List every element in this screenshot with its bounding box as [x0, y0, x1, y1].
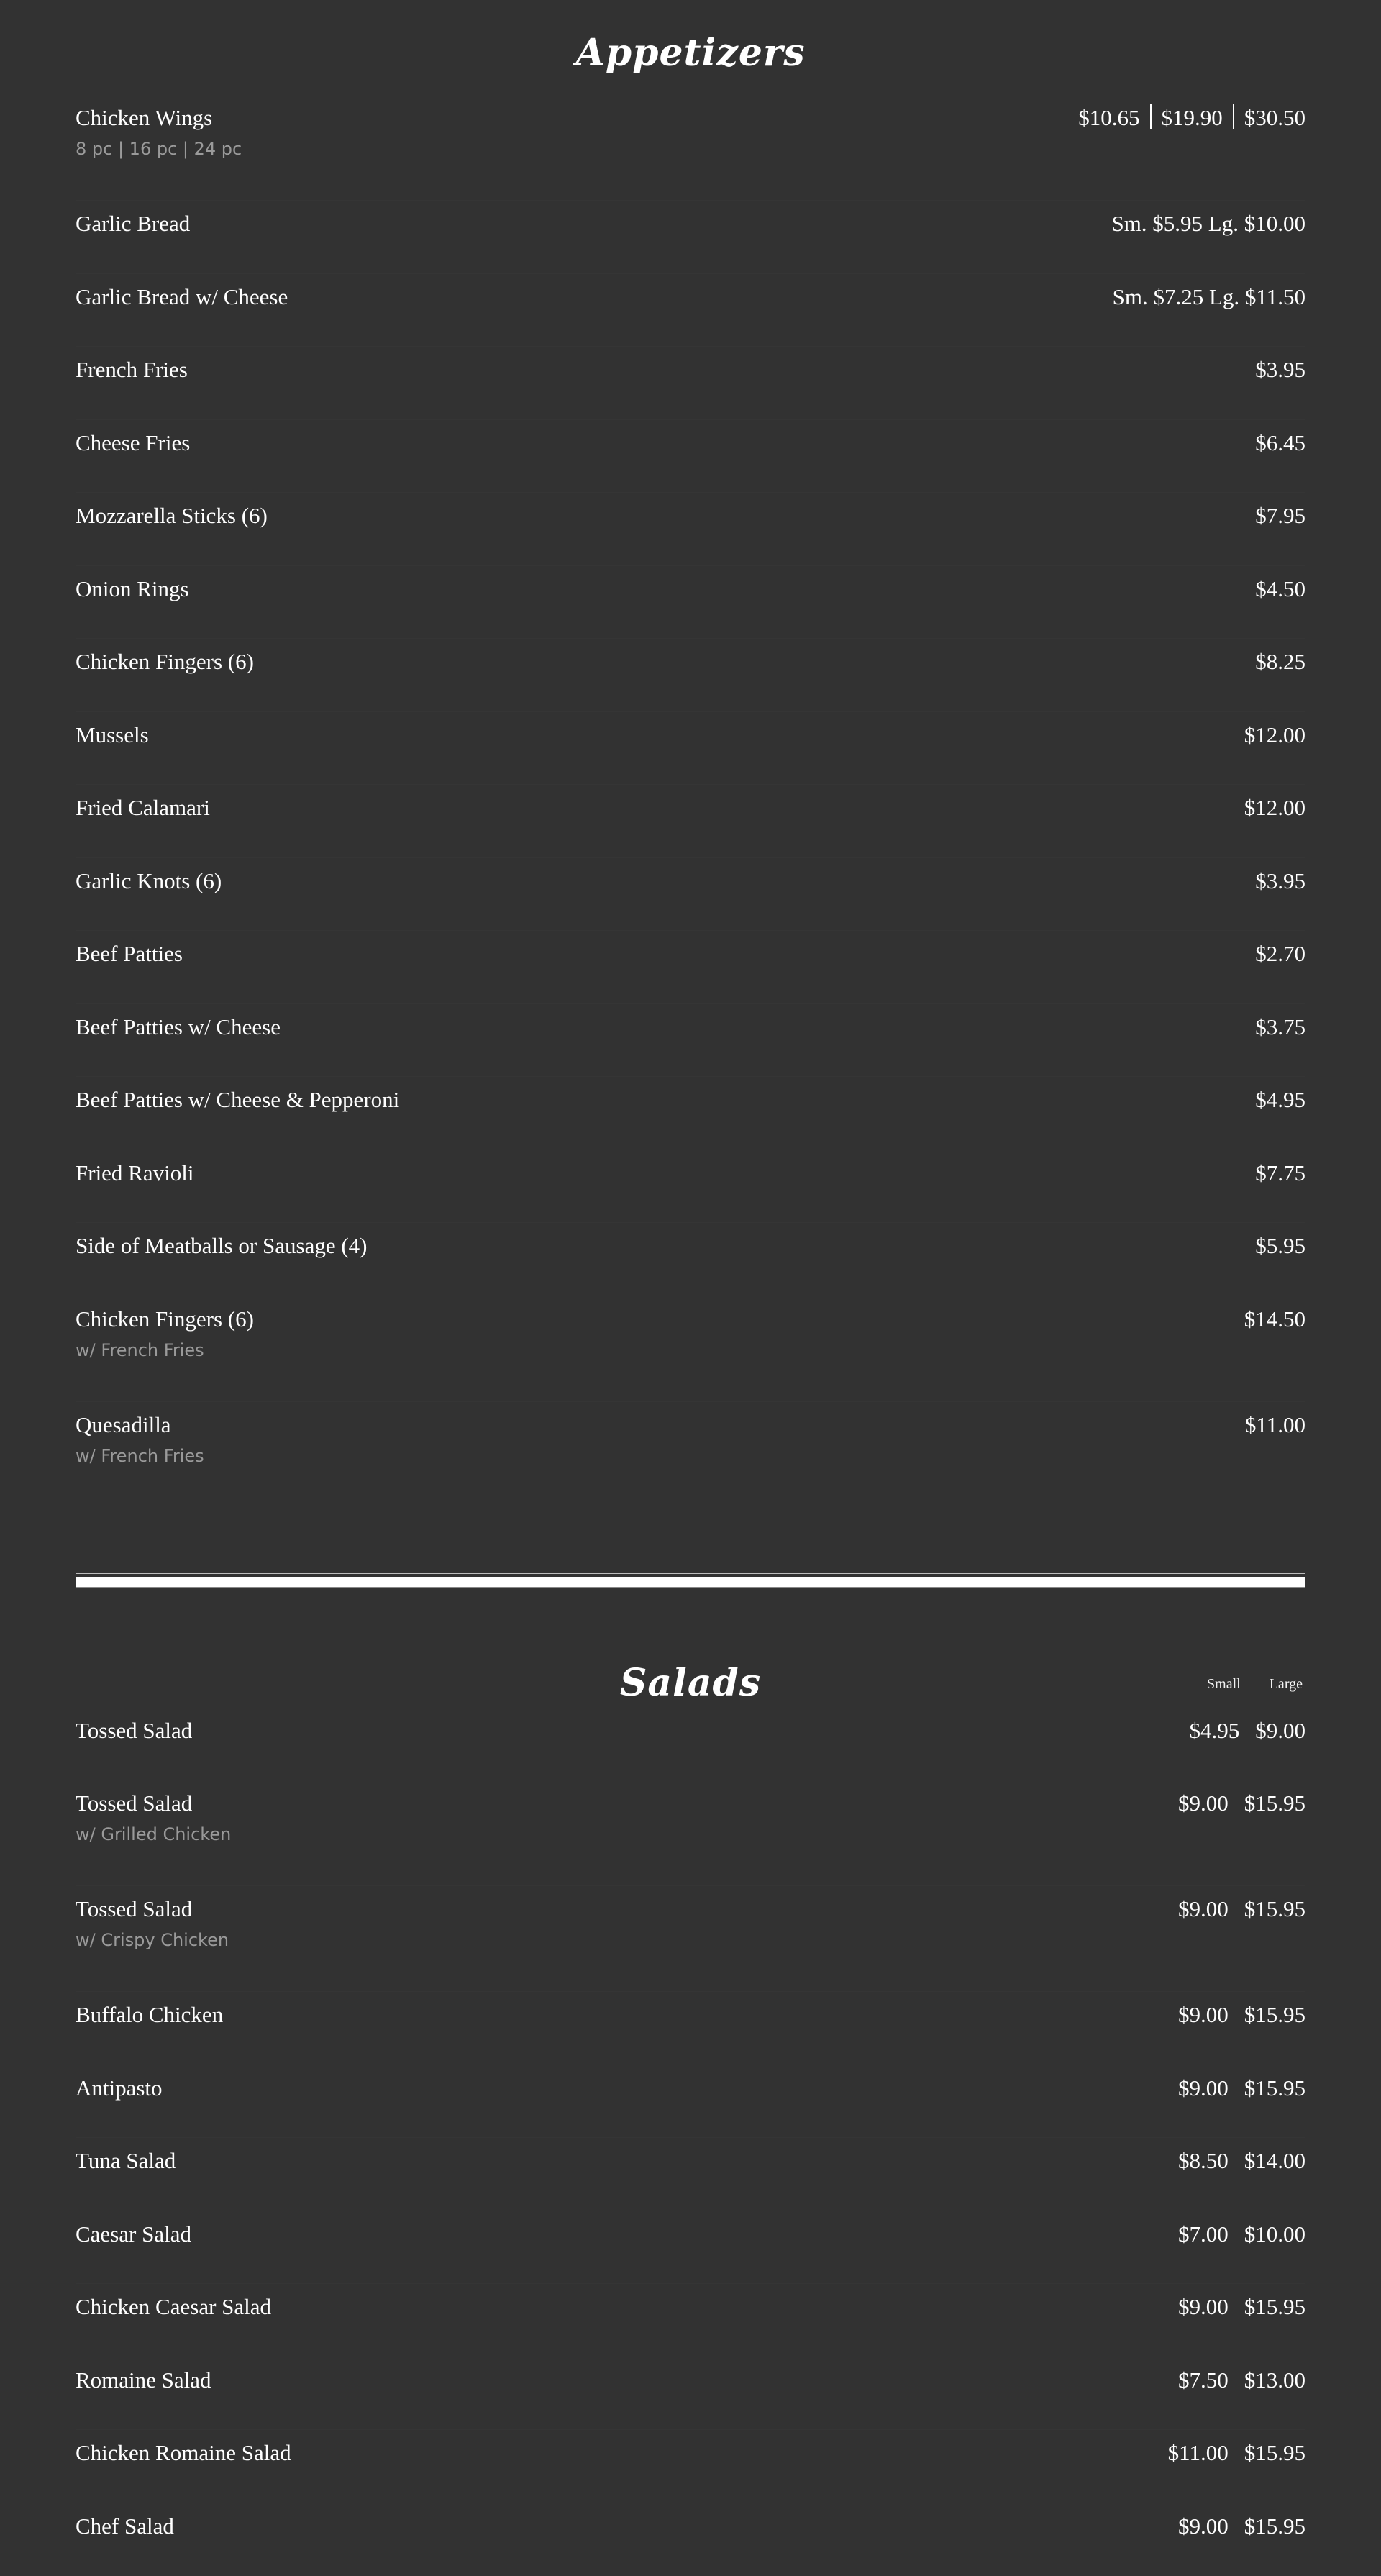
item-name: French Fries	[76, 355, 188, 384]
item-price: $3.95	[1255, 867, 1305, 896]
menu-item	[76, 2284, 1305, 2357]
price-option: $30.50	[1244, 105, 1305, 130]
item-description: w/ French Fries	[76, 1339, 254, 1361]
item-info	[76, 209, 190, 238]
item-price: $7.75	[1255, 1159, 1305, 1188]
menu-item	[76, 1150, 1305, 1224]
item-name: Garlic Bread	[76, 209, 190, 238]
item-info	[76, 1895, 229, 1951]
menu-item	[76, 785, 1305, 858]
item-prices	[1178, 2293, 1305, 2321]
menu-item	[76, 201, 1305, 274]
size-label-small: Small	[1207, 1676, 1241, 1693]
item-description: w/ Grilled Chicken	[76, 1824, 231, 1845]
price-large: $9.00	[1255, 1716, 1305, 1745]
item-price: $12.00	[1244, 793, 1305, 822]
item-name: Fried Ravioli	[76, 1159, 193, 1188]
item-price: $6.45	[1255, 429, 1305, 458]
item-name: Romaine Salad	[76, 2366, 211, 2395]
menu-item	[76, 858, 1305, 932]
item-info	[76, 2439, 291, 2467]
menu-item	[76, 1402, 1305, 1508]
item-name: Caesar Salad	[76, 2220, 191, 2249]
item-name: Chicken Wings	[76, 104, 242, 132]
appetizers-section	[76, 0, 1305, 1508]
price-option: $10.65	[1078, 105, 1139, 130]
item-name: Chef Salad	[76, 2512, 174, 2541]
item-description: w/ Crispy Chicken	[76, 1929, 229, 1951]
item-name: Tossed Salad	[76, 1716, 192, 1745]
menu-item	[76, 2138, 1305, 2211]
item-name: Beef Patties	[76, 939, 183, 968]
item-info	[76, 501, 268, 530]
item-price: $4.95	[1255, 1086, 1305, 1114]
price-large: $15.95	[1244, 2439, 1305, 2467]
item-name: Garlic Knots (6)	[76, 867, 222, 896]
divider-thick-bar	[76, 1577, 1305, 1588]
item-name: Mussels	[76, 721, 149, 750]
menu-item	[76, 2430, 1305, 2503]
item-info	[76, 355, 188, 384]
item-name: Buffalo Chicken	[76, 2001, 223, 2029]
menu-item	[76, 1886, 1305, 1992]
item-info	[76, 939, 183, 968]
item-info	[76, 2293, 271, 2321]
salads-section	[76, 1588, 1305, 2576]
price-large: $10.00	[1244, 2220, 1305, 2249]
price-small: $9.00	[1178, 1789, 1229, 1818]
price-small: $8.50	[1178, 2147, 1229, 2175]
menu-item	[76, 95, 1305, 201]
item-name: Fried Calamari	[76, 793, 210, 822]
item-price: Sm. $7.25 Lg. $11.50	[1113, 283, 1305, 311]
menu-item	[76, 2211, 1305, 2285]
item-price: Sm. $5.95 Lg. $10.00	[1111, 209, 1305, 238]
item-price: $11.00	[1245, 1411, 1305, 1439]
item-name: Mozzarella Sticks (6)	[76, 501, 268, 530]
item-name: Onion Rings	[76, 575, 189, 604]
item-name: Side of Meatballs or Sausage (4)	[76, 1232, 367, 1260]
appetizers-title: Appetizers	[76, 0, 1305, 76]
item-info	[76, 1159, 193, 1188]
item-name: Chicken Fingers (6)	[76, 1305, 254, 1334]
item-price: $5.95	[1255, 1232, 1305, 1260]
salads-header	[76, 1588, 1305, 1708]
item-price: $8.25	[1255, 647, 1305, 676]
price-small: $4.95	[1190, 1716, 1240, 1745]
menu-item	[76, 1223, 1305, 1296]
item-prices	[1178, 2512, 1305, 2541]
menu-item	[76, 712, 1305, 786]
menu-item	[76, 2065, 1305, 2139]
item-info	[76, 2220, 191, 2249]
menu-item	[76, 1004, 1305, 1078]
menu-item	[76, 1077, 1305, 1150]
item-prices	[1178, 2220, 1305, 2249]
item-description: w/ French Fries	[76, 1445, 204, 1467]
item-description: 8 pc | 16 pc | 24 pc	[76, 138, 242, 160]
item-prices	[1178, 1789, 1305, 1818]
menu-item	[76, 1780, 1305, 1886]
item-name: Cheese Fries	[76, 429, 190, 458]
item-name: Chicken Romaine Salad	[76, 2439, 291, 2467]
price-small: $7.50	[1178, 2366, 1229, 2395]
item-info	[76, 793, 210, 822]
item-name: Quesadilla	[76, 1411, 204, 1439]
price-small: $7.00	[1178, 2220, 1229, 2249]
item-name: Chicken Caesar Salad	[76, 2293, 271, 2321]
item-price: $3.75	[1255, 1013, 1305, 1042]
price-separator	[1150, 104, 1152, 129]
price-large: $14.00	[1244, 2147, 1305, 2175]
item-info	[76, 1086, 399, 1114]
item-price: $3.95	[1255, 355, 1305, 384]
item-name: Beef Patties w/ Cheese & Pepperoni	[76, 1086, 399, 1114]
menu-item	[76, 566, 1305, 640]
item-prices	[1178, 1895, 1305, 1924]
item-info	[76, 429, 190, 458]
item-info	[76, 104, 242, 160]
price-large: $15.95	[1244, 2001, 1305, 2029]
price-large: $15.95	[1244, 1895, 1305, 1924]
item-name: Tossed Salad	[76, 1789, 231, 1818]
menu-item	[76, 1296, 1305, 1402]
menu-item	[76, 420, 1305, 493]
item-info	[76, 2512, 174, 2541]
item-prices	[1178, 2366, 1305, 2395]
item-info	[76, 575, 189, 604]
price-option: $19.90	[1162, 105, 1223, 130]
item-prices	[1178, 2147, 1305, 2175]
item-price: $14.50	[1244, 1305, 1305, 1334]
price-large: $15.95	[1244, 1789, 1305, 1818]
item-info	[76, 2366, 211, 2395]
price-small: $9.00	[1178, 1895, 1229, 1924]
menu-item	[76, 639, 1305, 712]
item-prices	[1190, 1716, 1306, 1745]
item-name: Tossed Salad	[76, 1895, 229, 1924]
item-info	[76, 721, 149, 750]
item-price: $12.00	[1244, 721, 1305, 750]
item-name: Chicken Fingers (6)	[76, 647, 254, 676]
item-info	[76, 1716, 192, 1745]
price-small: $9.00	[1178, 2293, 1229, 2321]
menu-item	[76, 493, 1305, 566]
item-prices	[1168, 2439, 1305, 2467]
item-info	[76, 1232, 367, 1260]
price-small: $9.00	[1178, 2001, 1229, 2029]
salads-title: Salads	[76, 1665, 1305, 1702]
item-info	[76, 867, 222, 896]
item-info	[76, 2074, 163, 2103]
item-prices	[1178, 2001, 1305, 2029]
price-small: $9.00	[1178, 2074, 1229, 2103]
price-separator	[1233, 104, 1234, 129]
price-small: $9.00	[1178, 2512, 1229, 2541]
size-labels	[1207, 1676, 1303, 1693]
item-info	[76, 2001, 223, 2029]
item-price	[1078, 104, 1305, 132]
price-small: $11.00	[1168, 2439, 1229, 2467]
item-price: $7.95	[1255, 501, 1305, 530]
menu-item	[76, 2357, 1305, 2431]
price-large: $15.95	[1244, 2512, 1305, 2541]
salads-list	[76, 1708, 1305, 2576]
price-large: $15.95	[1244, 2074, 1305, 2103]
item-price: $2.70	[1255, 939, 1305, 968]
item-info	[76, 1013, 281, 1042]
appetizers-list	[76, 95, 1305, 1508]
item-info	[76, 1411, 204, 1467]
item-name: Beef Patties w/ Cheese	[76, 1013, 281, 1042]
item-name: Tuna Salad	[76, 2147, 176, 2175]
size-label-large: Large	[1270, 1676, 1303, 1693]
menu-item	[76, 1992, 1305, 2065]
menu-item	[76, 274, 1305, 347]
item-info	[76, 647, 254, 676]
section-divider	[76, 1573, 1305, 1588]
item-prices	[1178, 2074, 1305, 2103]
divider-thin-line	[76, 1573, 1305, 1574]
item-info	[76, 283, 288, 311]
item-info	[76, 1305, 254, 1361]
menu-item	[76, 931, 1305, 1004]
item-name: Garlic Bread w/ Cheese	[76, 283, 288, 311]
menu-item	[76, 347, 1305, 420]
price-large: $13.00	[1244, 2366, 1305, 2395]
item-price: $4.50	[1255, 575, 1305, 604]
item-info	[76, 2147, 176, 2175]
menu-item	[76, 1708, 1305, 1781]
menu-item	[76, 2503, 1305, 2576]
item-info	[76, 1789, 231, 1845]
item-name: Antipasto	[76, 2074, 163, 2103]
price-large: $15.95	[1244, 2293, 1305, 2321]
